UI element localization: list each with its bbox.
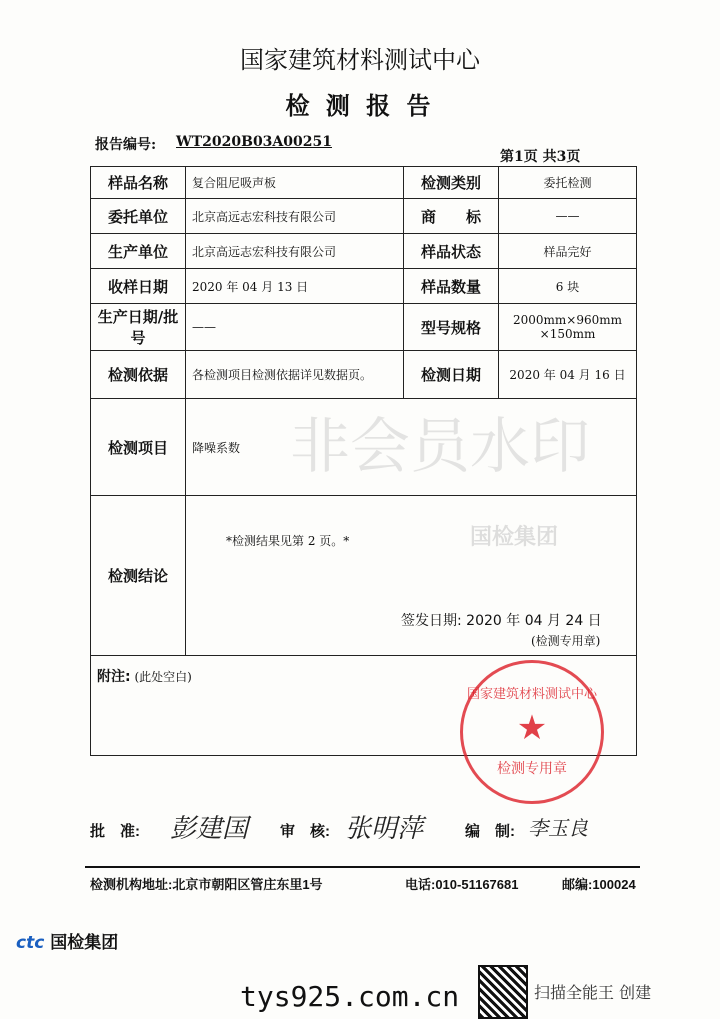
scanner-credit: 扫描全能王 创建 — [534, 983, 652, 1002]
site-text: tys925.com.cn — [240, 980, 460, 1013]
prepare-label: 编 制: — [465, 823, 515, 840]
test-date: 2020 年 04 月 16 日 — [499, 351, 637, 399]
label: 检测结论 — [91, 496, 186, 656]
label: 检测类别 — [404, 167, 499, 199]
page-info: 第1页 共3页 — [500, 149, 581, 165]
label: 生产日期/批号 — [91, 304, 186, 351]
doc-title: 检 测 报 告 — [285, 92, 435, 120]
label: 样品状态 — [404, 234, 499, 269]
prod-date: —— — [186, 304, 404, 351]
test-type: 委托检测 — [499, 167, 637, 199]
org-name: 国家建筑材料测试中心 — [240, 46, 480, 74]
postcode: 邮编:100024 — [562, 877, 636, 892]
client: 北京高远志宏科技有限公司 — [186, 199, 404, 234]
phone: 电话:010-51167681 — [405, 877, 519, 892]
label: 商 标 — [404, 199, 499, 234]
label: 生产单位 — [91, 234, 186, 269]
brand: —— — [499, 199, 637, 234]
label: 收样日期 — [91, 269, 186, 304]
test-item: 降噪系数 — [186, 399, 637, 496]
label: 样品名称 — [91, 167, 186, 199]
label: 委托单位 — [91, 199, 186, 234]
watermark-logo: 国检集团 — [470, 525, 559, 550]
sample-state: 样品完好 — [499, 234, 637, 269]
label: 型号规格 — [404, 304, 499, 351]
label: 检测日期 — [404, 351, 499, 399]
sample-name: 复合阻尼吸声板 — [186, 167, 404, 199]
review-label: 审 核: — [280, 823, 330, 840]
note: (此处空白) — [134, 670, 192, 684]
approve-signature: 彭建国 — [170, 814, 249, 844]
approve-label: 批 准: — [90, 823, 140, 840]
seal-note: (检测专用章) — [531, 634, 601, 648]
ctc-logo: ctc 国检集团 — [16, 933, 119, 953]
conclusion: *检测结果见第 2 页。* — [226, 534, 350, 548]
basis: 各检测项目检测依据详见数据页。 — [186, 351, 404, 399]
red-stamp — [460, 660, 604, 804]
label: 检测依据 — [91, 351, 186, 399]
label: 检测项目 — [91, 399, 186, 496]
prepare-signature: 李玉良 — [528, 816, 588, 840]
stamp-text: 国家建筑材料测试中心 — [466, 687, 597, 702]
address: 检测机构地址:北京市朝阳区管庄东里1号 — [90, 877, 323, 892]
receive-date: 2020 年 04 月 13 日 — [186, 269, 404, 304]
stamp-sub: 检测专用章 — [497, 761, 567, 777]
watermark: 非会员水印 — [290, 412, 590, 482]
footer-divider — [85, 866, 640, 868]
qr-code-icon — [478, 965, 528, 1019]
note-label: 附注: — [97, 669, 131, 685]
label: 样品数量 — [404, 269, 499, 304]
producer: 北京高远志宏科技有限公司 — [186, 234, 404, 269]
review-signature: 张明萍 — [345, 814, 424, 844]
issue-date: 签发日期: 2020 年 04 月 24 日 — [401, 613, 602, 629]
report-no-label: 报告编号: — [95, 137, 157, 153]
star-icon: ★ — [516, 708, 548, 748]
report-no: WT2020B03A00251 — [176, 134, 332, 150]
quantity: 6 块 — [499, 269, 637, 304]
model: 2000mm×960mm ×150mm — [499, 304, 637, 351]
